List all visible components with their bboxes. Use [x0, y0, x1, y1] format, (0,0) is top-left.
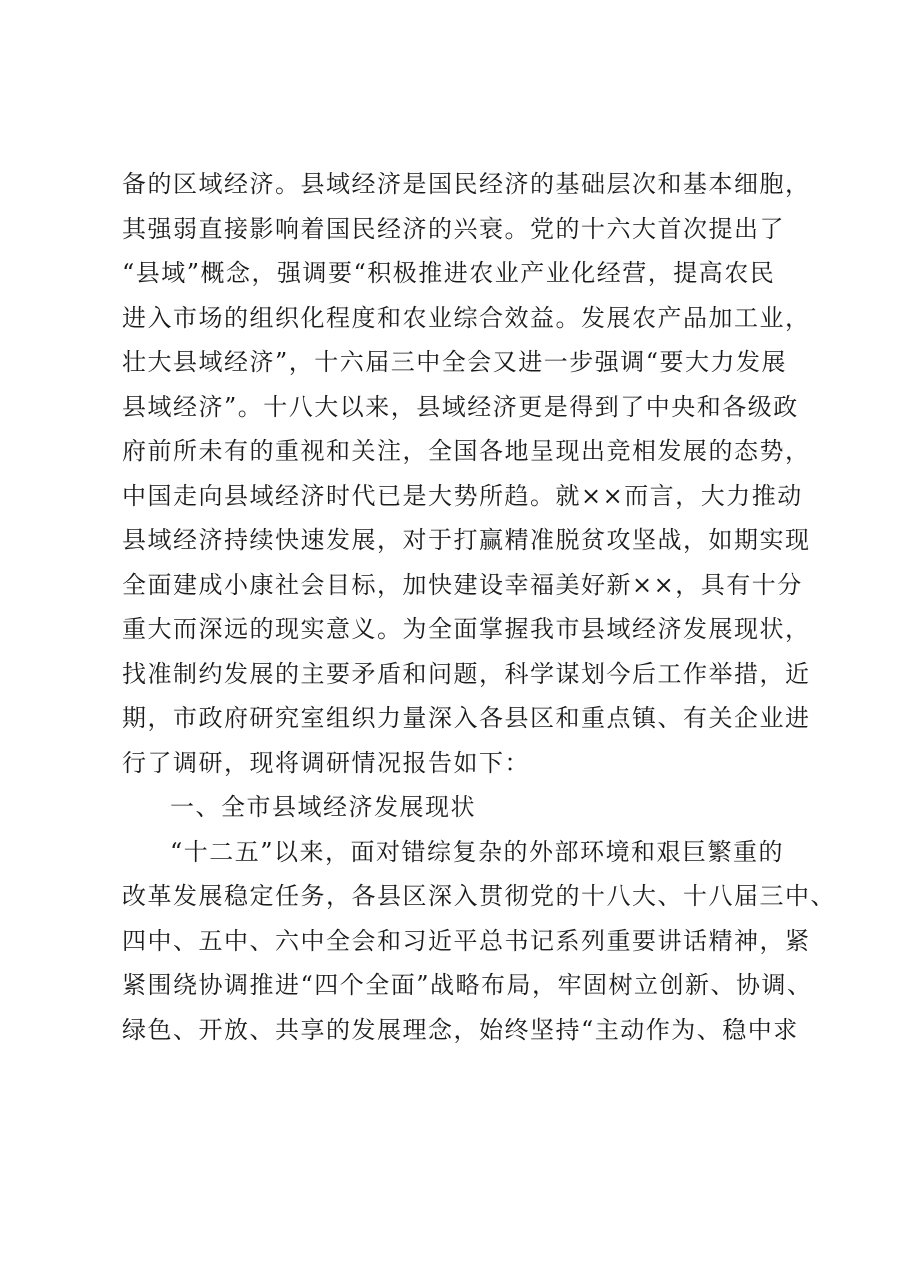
text-line: 紧围绕协调推进“四个全面”战略布局，牢固树立创新、协调、 — [122, 971, 813, 999]
text-line: “县域”概念，强调要“积极推进农业产业化经营，提高农民 — [122, 259, 776, 287]
text-line: 县域经济”。十八大以来，县域经济更是得到了中央和各级政 — [122, 392, 799, 421]
text-line: 进入市场的组织化程度和农业综合效益。发展农产品加工业， — [122, 303, 811, 332]
text-line: 绿色、开放、共享的发展理念，始终坚持“主动作为、稳中求 — [122, 1015, 799, 1044]
text-line: “十二五”以来，面对错综复杂的外部环境和艰巨繁重的 — [170, 837, 785, 866]
text-line: 县域经济持续快速发展，对于打赢精准脱贫攻坚战，如期实现 — [122, 526, 811, 554]
section-heading: 一、全市县域经济发展现状 — [170, 793, 476, 821]
text-line: 重大而深远的现实意义。为全面掌握我市县域经济发展现状， — [122, 615, 811, 643]
text-line: 中国走向县域经济时代已是大势所趋。就××而言，大力推动 — [122, 481, 803, 510]
text-line: 其强弱直接影响着国民经济的兴衰。党的十六大首次提出了 — [122, 214, 785, 243]
text-line: 行了调研，现将调研情况报告如下： — [122, 748, 530, 777]
text-line: 壮大县域经济”，十六届三中全会又进一步强调“要大力发展 — [122, 348, 788, 376]
text-line: 期，市政府研究室组织力量深入各县区和重点镇、有关企业进 — [122, 704, 811, 732]
document-body — [122, 162, 836, 1052]
text-line: 四中、五中、六中全会和习近平总书记系列重要讲话精神，紧 — [122, 926, 811, 955]
text-line: 备的区域经济。县域经济是国民经济的基础层次和基本细胞， — [122, 170, 811, 198]
text-line: 找准制约发展的主要矛盾和问题，科学谋划今后工作举措，近 — [122, 659, 811, 688]
text-line: 府前所未有的重视和关注，全国各地呈现出竞相发展的态势， — [122, 437, 811, 465]
text-line: 全面建成小康社会目标，加快建设幸福美好新××，具有十分 — [122, 570, 803, 599]
text-line: 改革发展稳定任务，各县区深入贯彻党的十八大、十八届三中、 — [122, 882, 836, 910]
